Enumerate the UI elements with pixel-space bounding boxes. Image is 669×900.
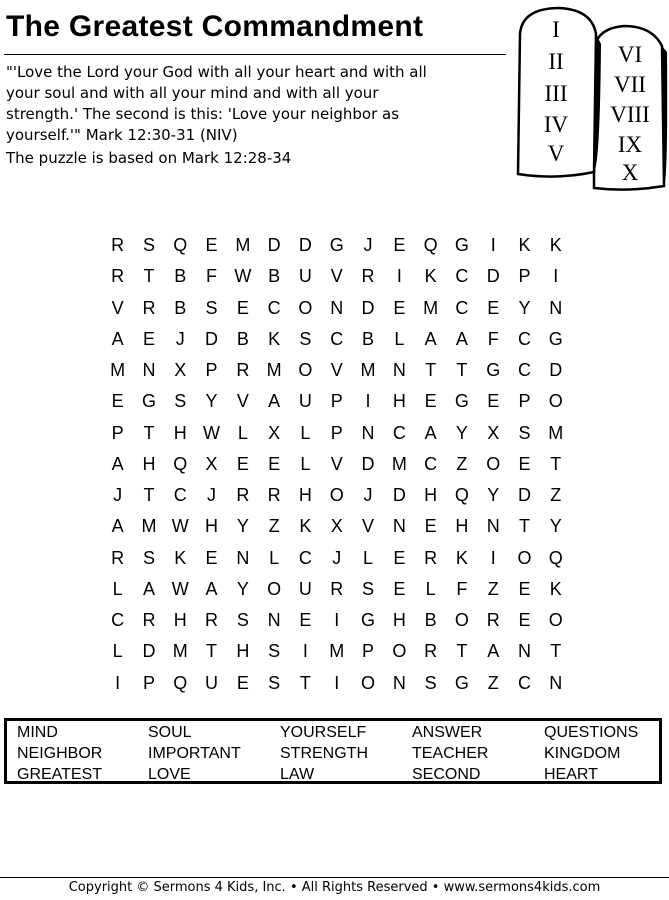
footer-divider (0, 877, 669, 878)
grid-letter: E (236, 453, 249, 474)
grid-row (102, 574, 574, 605)
grid-letter: G (141, 391, 156, 412)
grid-letter: B (268, 266, 281, 287)
tablet-numeral: II (548, 49, 564, 74)
grid-letter: O (392, 641, 407, 662)
grid-letter: A (455, 328, 468, 349)
grid-letter: G (548, 328, 563, 349)
grid-letter: B (174, 297, 187, 318)
grid-letter: S (142, 547, 155, 568)
grid-letter: K (268, 328, 281, 349)
grid-letter: W (171, 578, 189, 599)
grid-letter: N (518, 641, 531, 662)
grid-letter: H (392, 391, 406, 412)
grid-letter: M (548, 422, 564, 443)
grid-letter: K (549, 235, 562, 256)
grid-letter: H (392, 610, 406, 631)
grid-letter: U (298, 578, 312, 599)
grid-letter: M (141, 516, 157, 537)
scripture-verse (6, 62, 506, 146)
grid-letter: K (424, 266, 437, 287)
grid-letter: X (205, 453, 218, 474)
grid-letter: L (237, 422, 248, 443)
grid-letter: N (142, 360, 156, 381)
grid-letter: G (454, 235, 469, 256)
grid-letter: N (392, 672, 406, 693)
grid-letter: R (111, 266, 125, 287)
grid-letter: S (174, 391, 187, 412)
grid-letter: E (487, 297, 500, 318)
grid-letter: J (363, 235, 373, 256)
grid-letter: R (486, 610, 500, 631)
grid-letter: T (143, 266, 155, 287)
grid-letter: R (111, 235, 125, 256)
word-bank-item: QUESTIONS (544, 724, 639, 741)
grid-letter: O (548, 610, 563, 631)
grid-row (102, 449, 574, 480)
grid-letter: X (330, 516, 343, 537)
grid-letter: C (267, 297, 281, 318)
grid-letter: D (205, 328, 219, 349)
grid-letter: G (486, 360, 501, 381)
grid-row (102, 386, 574, 417)
grid-letter: J (175, 328, 185, 349)
grid-letter: G (454, 672, 469, 693)
grid-letter: Q (173, 235, 188, 256)
grid-letter: S (362, 578, 375, 599)
grid-letter: S (299, 328, 312, 349)
grid-row (102, 636, 574, 667)
grid-letter: R (142, 610, 156, 631)
grid-letter: C (392, 422, 406, 443)
word-bank-item: IMPORTANT (148, 745, 241, 762)
grid-letter: T (519, 516, 530, 537)
verse-line: your soul and with all your mind and with all your (6, 84, 379, 102)
grid-letter: P (362, 641, 375, 662)
grid-letter: Z (456, 453, 468, 474)
grid-letter: L (425, 578, 436, 599)
grid-letter: E (236, 672, 249, 693)
grid-letter: T (143, 485, 155, 506)
commandment-tablets-image (512, 4, 669, 194)
grid-letter: E (393, 547, 406, 568)
grid-letter: S (268, 641, 281, 662)
grid-row (102, 418, 574, 449)
grid-letter: F (487, 328, 499, 349)
grid-letter: L (112, 578, 123, 599)
grid-letter: A (142, 578, 155, 599)
grid-letter: H (424, 485, 438, 506)
grid-letter: Y (487, 485, 500, 506)
grid-letter: N (267, 610, 281, 631)
grid-letter: L (394, 328, 405, 349)
grid-letter: A (111, 328, 124, 349)
grid-letter: O (517, 547, 532, 568)
grid-letter: H (455, 516, 469, 537)
grid-letter: I (365, 391, 371, 412)
grid-row (102, 355, 574, 386)
grid-letter: E (518, 578, 531, 599)
grid-letter: C (518, 360, 531, 381)
grid-letter: P (330, 391, 343, 412)
grid-letter: N (330, 297, 344, 318)
grid-row (102, 293, 574, 324)
grid-letter: D (549, 360, 563, 381)
grid-letter: E (236, 297, 249, 318)
tablet-numeral: I (552, 17, 560, 42)
grid-letter: D (361, 297, 375, 318)
grid-letter: K (299, 516, 312, 537)
grid-letter: Y (236, 516, 249, 537)
grid-letter: E (142, 328, 155, 349)
grid-letter: P (205, 360, 218, 381)
grid-letter: O (548, 391, 563, 412)
grid-letter: P (330, 422, 343, 443)
grid-letter: N (486, 516, 500, 537)
grid-letter: R (236, 485, 250, 506)
grid-letter: V (362, 516, 375, 537)
grid-letter: N (392, 516, 406, 537)
grid-letter: D (486, 266, 500, 287)
grid-letter: I (334, 672, 340, 693)
grid-letter: J (332, 547, 342, 568)
grid-letter: L (300, 422, 311, 443)
tablet-numeral: IV (543, 112, 569, 137)
grid-letter: C (518, 328, 531, 349)
grid-row (102, 324, 574, 355)
grid-letter: H (298, 485, 312, 506)
grid-letter: Y (455, 422, 468, 443)
tablet-numeral: VII (614, 72, 646, 97)
grid-letter: M (172, 641, 188, 662)
grid-letter: D (298, 235, 312, 256)
grid-letter: K (174, 547, 187, 568)
grid-letter: D (267, 235, 281, 256)
verse-line: yourself.'" Mark 12:30-31 (NIV) (6, 126, 238, 144)
grid-letter: B (174, 266, 187, 287)
grid-letter: U (298, 391, 312, 412)
grid-letter: N (549, 297, 563, 318)
grid-letter: O (486, 453, 501, 474)
grid-letter: Y (236, 578, 249, 599)
grid-letter: I (396, 266, 402, 287)
grid-letter: E (205, 547, 218, 568)
grid-row (102, 543, 574, 574)
grid-letter: O (361, 672, 376, 693)
grid-letter: C (424, 453, 438, 474)
word-bank-item: SOUL (148, 724, 192, 741)
word-bank-item: SECOND (412, 766, 481, 783)
grid-letter: C (111, 610, 125, 631)
grid-letter: T (550, 453, 562, 474)
grid-letter: S (268, 672, 281, 693)
word-bank (4, 718, 662, 784)
grid-letter: T (550, 641, 562, 662)
grid-letter: I (553, 266, 559, 287)
grid-letter: X (487, 422, 500, 443)
grid-letter: B (424, 610, 437, 631)
grid-letter: J (207, 485, 217, 506)
grid-letter: Q (548, 547, 563, 568)
grid-letter: Q (454, 485, 469, 506)
grid-letter: A (111, 453, 124, 474)
grid-letter: W (234, 266, 252, 287)
word-bank-item: MIND (17, 724, 58, 741)
grid-letter: I (334, 610, 340, 631)
puzzle-basis-note: The puzzle is based on Mark 12:28-34 (6, 149, 292, 167)
grid-row (102, 480, 574, 511)
grid-letter: A (424, 328, 437, 349)
grid-letter: H (173, 422, 187, 443)
grid-letter: R (236, 360, 250, 381)
grid-letter: Z (268, 516, 280, 537)
grid-letter: O (298, 360, 313, 381)
grid-letter: I (490, 235, 496, 256)
grid-letter: T (425, 360, 437, 381)
grid-letter: H (236, 641, 250, 662)
grid-letter: W (171, 516, 189, 537)
grid-letter: P (111, 422, 124, 443)
grid-letter: D (392, 485, 406, 506)
grid-letter: M (110, 360, 126, 381)
grid-letter: Z (487, 578, 499, 599)
grid-letter: Y (205, 391, 218, 412)
grid-letter: I (302, 641, 308, 662)
grid-letter: D (361, 453, 375, 474)
grid-letter: V (111, 297, 124, 318)
grid-letter: R (142, 297, 156, 318)
word-bank-item: TEACHER (412, 745, 489, 762)
grid-letter: E (268, 453, 281, 474)
grid-letter: L (363, 547, 374, 568)
grid-letter: U (205, 672, 219, 693)
grid-letter: I (490, 547, 496, 568)
grid-letter: E (393, 235, 406, 256)
grid-letter: M (360, 360, 376, 381)
grid-letter: F (456, 578, 468, 599)
grid-letter: X (174, 360, 187, 381)
word-bank-item: NEIGHBOR (17, 745, 103, 762)
grid-letter: J (113, 485, 123, 506)
grid-letter: G (361, 610, 376, 631)
word-bank-item: GREATEST (17, 766, 103, 783)
grid-letter: N (392, 360, 406, 381)
grid-letter: E (111, 391, 124, 412)
grid-letter: N (361, 422, 375, 443)
page-title: The Greatest Commandment (6, 10, 424, 43)
grid-letter: M (329, 641, 345, 662)
grid-letter: A (487, 641, 500, 662)
grid-letter: U (298, 266, 312, 287)
grid-letter: Q (173, 672, 188, 693)
word-bank-item: YOURSELF (280, 724, 367, 741)
grid-letter: P (518, 266, 531, 287)
grid-row (102, 668, 574, 699)
grid-letter: X (268, 422, 281, 443)
grid-letter: E (424, 391, 437, 412)
grid-letter: S (236, 610, 249, 631)
grid-letter: A (268, 391, 281, 412)
grid-letter: C (298, 547, 312, 568)
grid-letter: E (518, 610, 531, 631)
grid-letter: N (549, 672, 563, 693)
word-bank-item: LAW (280, 766, 315, 783)
grid-letter: Y (549, 516, 562, 537)
grid-letter: F (206, 266, 218, 287)
grid-letter: W (203, 422, 221, 443)
grid-letter: R (205, 610, 219, 631)
copyright-footer: Copyright © Sermons 4 Kids, Inc. • All Rights Reserved • www.sermons4kids.com (68, 880, 601, 895)
grid-letter: O (329, 485, 344, 506)
word-search-grid (102, 230, 574, 699)
grid-letter: H (205, 516, 219, 537)
grid-letter: S (142, 235, 155, 256)
grid-letter: K (518, 235, 531, 256)
grid-letter: S (424, 672, 437, 693)
grid-letter: H (142, 453, 156, 474)
grid-letter: V (330, 360, 343, 381)
grid-letter: J (363, 485, 373, 506)
grid-letter: E (299, 610, 312, 631)
grid-letter: I (115, 672, 121, 693)
grid-letter: E (393, 578, 406, 599)
grid-letter: S (518, 422, 531, 443)
grid-letter: C (455, 297, 469, 318)
grid-letter: K (549, 578, 562, 599)
tablet-numeral: IX (617, 132, 643, 157)
grid-letter: H (173, 610, 187, 631)
grid-letter: M (423, 297, 439, 318)
word-bank-item: LOVE (148, 766, 191, 783)
grid-letter: D (518, 485, 531, 506)
grid-letter: E (424, 516, 437, 537)
tablet-numeral: V (547, 141, 565, 166)
grid-letter: S (205, 297, 218, 318)
tablet-numeral: III (544, 81, 568, 106)
grid-letter: R (361, 266, 375, 287)
grid-letter: Z (550, 485, 562, 506)
grid-letter: K (455, 547, 468, 568)
grid-letter: V (330, 453, 343, 474)
grid-letter: E (487, 391, 500, 412)
grid-letter: C (455, 266, 469, 287)
grid-letter: E (205, 235, 218, 256)
grid-letter: B (236, 328, 249, 349)
grid-letter: L (300, 453, 311, 474)
grid-letter: O (454, 610, 469, 631)
grid-letter: Y (518, 297, 531, 318)
verse-line: strength.' The second is this: 'Love your neighbor as (6, 105, 400, 123)
grid-letter: D (142, 641, 156, 662)
grid-letter: L (269, 547, 280, 568)
grid-letter: A (205, 578, 218, 599)
grid-letter: C (330, 328, 344, 349)
grid-letter: C (518, 672, 531, 693)
grid-letter: N (236, 547, 250, 568)
grid-letter: G (454, 391, 469, 412)
tablet-numeral: X (621, 160, 639, 185)
grid-letter: Q (173, 453, 188, 474)
grid-letter: P (518, 391, 531, 412)
grid-letter: M (235, 235, 251, 256)
word-bank-item: HEART (544, 766, 598, 783)
grid-letter: A (111, 516, 124, 537)
grid-letter: E (393, 297, 406, 318)
grid-letter: T (456, 641, 468, 662)
verse-line: "'Love the Lord your God with all your heart and with all (6, 63, 427, 81)
grid-letter: M (391, 453, 407, 474)
grid-letter: E (518, 453, 531, 474)
word-bank-item: KINGDOM (544, 745, 621, 762)
grid-letter: R (424, 547, 438, 568)
word-bank-item: ANSWER (412, 724, 483, 741)
grid-letter: Q (423, 235, 438, 256)
grid-letter: V (236, 391, 249, 412)
tablet-numeral: VI (617, 42, 643, 67)
grid-letter: T (143, 422, 155, 443)
grid-letter: A (424, 422, 437, 443)
grid-letter: O (267, 578, 282, 599)
grid-letter: M (266, 360, 282, 381)
title-divider (4, 54, 506, 55)
tablet-numeral: VIII (610, 102, 650, 127)
word-bank-item: STRENGTH (280, 745, 368, 762)
grid-letter: G (329, 235, 344, 256)
grid-row (102, 605, 574, 636)
grid-letter: T (206, 641, 218, 662)
grid-letter: O (298, 297, 313, 318)
grid-letter: B (362, 328, 375, 349)
grid-letter: V (330, 266, 343, 287)
grid-row (102, 511, 574, 542)
grid-letter: T (299, 672, 311, 693)
grid-letter: R (424, 641, 438, 662)
grid-letter: P (142, 672, 155, 693)
grid-letter: C (173, 485, 187, 506)
grid-row (102, 230, 574, 261)
grid-row (102, 261, 574, 292)
grid-letter: Z (487, 672, 499, 693)
grid-letter: R (111, 547, 125, 568)
grid-letter: R (330, 578, 344, 599)
grid-letter: T (456, 360, 468, 381)
grid-letter: L (112, 641, 123, 662)
grid-letter: R (267, 485, 281, 506)
